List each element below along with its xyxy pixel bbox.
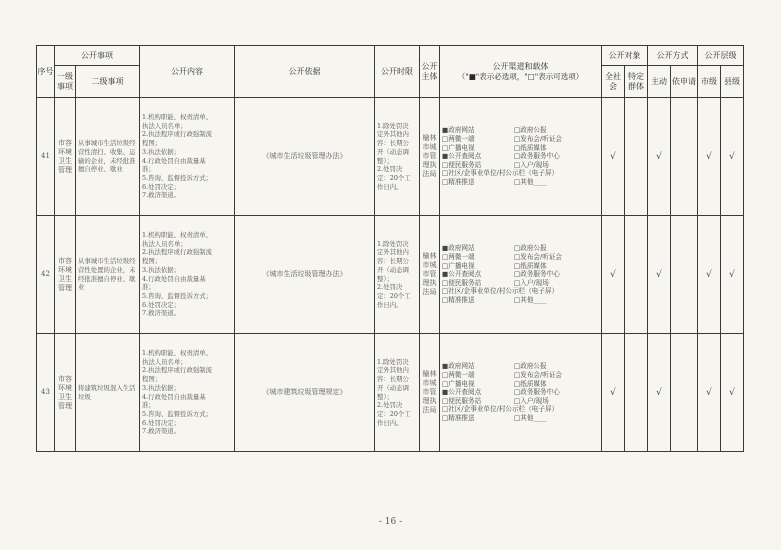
header-target-all: 全社会: [602, 66, 625, 98]
time-line: 整）；: [377, 392, 393, 401]
channel-print-media: □纸质媒体: [514, 261, 547, 270]
row-level1: 市容环境卫生管理: [55, 334, 76, 452]
channel-service-station: □便民服务站: [442, 396, 482, 405]
header-seq: 序号: [37, 46, 55, 98]
header-time: 公开时限: [375, 46, 420, 98]
channel-broadcast: □广播电视: [442, 143, 475, 152]
channel-other: □其他____: [514, 177, 547, 186]
channel-precise-push: □精准推送: [442, 413, 475, 422]
time-line: 定外其他内: [377, 248, 409, 257]
content-line: 执法人员名单；: [142, 239, 187, 248]
time-line: 定：20个工: [377, 173, 411, 182]
content-line: 6.处罚决定；: [142, 182, 181, 191]
content-line: 3.执法依据；: [142, 383, 181, 392]
time-line: 定：20个工: [377, 409, 411, 418]
header-method: 公开方式: [648, 46, 698, 66]
row-level1: 市容环境卫生管理: [55, 216, 76, 334]
check-target-special: [625, 334, 648, 452]
time-line: 作日内。: [377, 300, 403, 309]
row-basis: 《城市生活垃圾管理办法》: [235, 216, 375, 334]
check-target-special: [625, 216, 648, 334]
channel-public-access-point: ■公开查阅点: [442, 270, 482, 279]
content-line: 3.执法依据；: [142, 265, 181, 274]
content-line: 4.行政处罚自由裁量基: [142, 156, 206, 165]
page-number: - 16 -: [378, 517, 403, 527]
header-method-active: 主动: [648, 66, 671, 98]
time-line: 整）；: [377, 156, 393, 165]
header-matter: 公开事项: [55, 46, 140, 66]
channel-two-micro: □两微一端: [442, 135, 475, 144]
content-line: 2.执法程序或行政强制流: [142, 130, 213, 139]
channel-press-conference: □发布会/听证会: [514, 135, 563, 144]
check-level-county: √: [721, 216, 744, 334]
content-line: 6.处罚决定；: [142, 418, 181, 427]
time-line: 作日内。: [377, 418, 403, 427]
check-level-city: √: [698, 334, 721, 452]
row-basis: 《城市建筑垃圾管理规定》: [235, 334, 375, 452]
content-line: 4.行政处罚自由裁量基: [142, 274, 206, 283]
check-target-special: [625, 98, 648, 216]
row-seq: 42: [37, 216, 55, 334]
check-target-all: √: [602, 216, 625, 334]
row-subject: 榆林市城市管理执法局: [420, 216, 440, 334]
row-content: [140, 334, 235, 452]
header-level: 公开层级: [698, 46, 744, 66]
check-method-apply: [671, 98, 698, 216]
header-channel-note: （"■"表示必选项，"□"表示可选项）: [457, 71, 584, 81]
channel-gov-gazette: □政府公报: [514, 244, 547, 253]
channel-gov-gazette: □政府公报: [514, 126, 547, 135]
channel-bulletin-board: □社区/企事业单位/村公示栏（电子屏）: [442, 287, 559, 296]
channel-two-micro: □两微一端: [442, 253, 475, 262]
channel-service-station: □便民服务站: [442, 278, 482, 287]
channel-service-station: □便民服务站: [442, 160, 482, 169]
channel-other: □其他____: [514, 295, 547, 304]
time-line: 定外其他内: [377, 366, 409, 375]
channel-service-center: □政务服务中心: [514, 152, 560, 161]
header-basis: 公开依据: [235, 46, 375, 98]
content-line: 1.机构职能、权责清单、: [142, 348, 213, 357]
time-line: 容：长期公: [377, 139, 409, 148]
time-line: 2.处罚决: [377, 401, 403, 410]
check-method-active: √: [648, 334, 671, 452]
time-line: 1.除处罚决: [377, 357, 409, 366]
channel-on-site: □入户/现场: [514, 160, 549, 169]
header-method-apply: 依申请: [671, 66, 698, 98]
header-content: 公开内容: [140, 46, 235, 98]
header-channel-title: 公开渠道和载体: [492, 61, 549, 71]
table-row: [37, 334, 744, 452]
content-line: 程图；: [142, 375, 162, 384]
disclosure-table: [36, 45, 744, 452]
content-line: 执法人员名单；: [142, 121, 187, 130]
time-line: 开（动态调: [377, 147, 409, 156]
check-method-active: √: [648, 216, 671, 334]
channel-public-access-point: ■公开查阅点: [442, 152, 482, 161]
row-subject: 榆林市城市管理执法局: [420, 98, 440, 216]
row-seq: 43: [37, 334, 55, 452]
channel-service-center: □政务服务中心: [514, 388, 560, 397]
channel-gov-website: ■政府网站: [442, 362, 475, 371]
row-time: [375, 98, 420, 216]
channel-on-site: □入户/现场: [514, 396, 549, 405]
channel-public-access-point: ■公开查阅点: [442, 388, 482, 397]
content-line: 1.机构职能、权责清单、: [142, 112, 213, 121]
check-level-city: √: [698, 98, 721, 216]
check-level-city: √: [698, 216, 721, 334]
channel-precise-push: □精准推送: [442, 177, 475, 186]
table-row: [37, 98, 744, 216]
check-method-active: √: [648, 98, 671, 216]
channel-two-micro: □两微一端: [442, 371, 475, 380]
header-level-county: 县级: [721, 66, 744, 98]
content-line: 7.救济渠道。: [142, 309, 181, 318]
row-level2: 从事城市生活垃圾经营性清扫、收集、运输的企业，未经批准擅自停业、歇业: [76, 98, 140, 216]
row-channels: [440, 216, 602, 334]
check-target-all: √: [602, 334, 625, 452]
content-line: 1.机构职能、权责清单、: [142, 230, 213, 239]
content-line: 7.救济渠道。: [142, 427, 181, 436]
content-line: 7.救济渠道。: [142, 191, 181, 200]
header-channel: [440, 46, 602, 98]
channel-on-site: □入户/现场: [514, 278, 549, 287]
content-line: 程图；: [142, 257, 162, 266]
time-line: 1.除处罚决: [377, 239, 409, 248]
content-line: 2.执法程序或行政强制流: [142, 366, 213, 375]
header-level-city: 市级: [698, 66, 721, 98]
header-subject: 公开主体: [420, 46, 440, 98]
content-line: 程图；: [142, 139, 162, 148]
time-line: 2.处罚决: [377, 283, 403, 292]
time-line: 容：长期公: [377, 257, 409, 266]
channel-precise-push: □精准推送: [442, 295, 475, 304]
check-method-apply: [671, 216, 698, 334]
content-line: 4.行政处罚自由裁量基: [142, 392, 206, 401]
check-level-county: √: [721, 334, 744, 452]
content-line: 5.咨询、监督投诉方式；: [142, 291, 213, 300]
content-line: 准；: [142, 165, 155, 174]
content-line: 2.执法程序或行政强制流: [142, 248, 213, 257]
row-channels: [440, 334, 602, 452]
channel-bulletin-board: □社区/企事业单位/村公示栏（电子屏）: [442, 169, 559, 178]
row-content: [140, 216, 235, 334]
header-target-special: 特定群体: [625, 66, 648, 98]
row-time: [375, 334, 420, 452]
time-line: 整）；: [377, 274, 393, 283]
row-time: [375, 216, 420, 334]
row-content: [140, 98, 235, 216]
channel-broadcast: □广播电视: [442, 379, 475, 388]
time-line: 容：长期公: [377, 375, 409, 384]
content-line: 5.咨询、监督投诉方式；: [142, 173, 213, 182]
channel-broadcast: □广播电视: [442, 261, 475, 270]
time-line: 定外其他内: [377, 130, 409, 139]
content-line: 3.执法依据；: [142, 147, 181, 156]
table-row: [37, 216, 744, 334]
content-line: 6.处罚决定；: [142, 300, 181, 309]
channel-print-media: □纸质媒体: [514, 379, 547, 388]
header-level1: 一级事项: [55, 66, 76, 98]
check-target-all: √: [602, 98, 625, 216]
check-level-county: √: [721, 98, 744, 216]
time-line: 作日内。: [377, 182, 403, 191]
row-subject: 榆林市城市管理执法局: [420, 334, 440, 452]
row-level1: 市容环境卫生管理: [55, 98, 76, 216]
row-seq: 41: [37, 98, 55, 216]
channel-print-media: □纸质媒体: [514, 143, 547, 152]
header-target: 公开对象: [602, 46, 648, 66]
content-line: 5.咨询、监督投诉方式；: [142, 409, 213, 418]
channel-service-center: □政务服务中心: [514, 270, 560, 279]
row-level2: 将建筑垃圾混入生活垃圾: [76, 334, 140, 452]
channel-gov-gazette: □政府公报: [514, 362, 547, 371]
time-line: 2.处罚决: [377, 165, 403, 174]
content-line: 执法人员名单；: [142, 357, 187, 366]
row-level2: 从事城市生活垃圾经营性处置的企业，未经批准擅自停业、歇业: [76, 216, 140, 334]
channel-press-conference: □发布会/听证会: [514, 253, 563, 262]
time-line: 定：20个工: [377, 291, 411, 300]
row-basis: 《城市生活垃圾管理办法》: [235, 98, 375, 216]
channel-other: □其他____: [514, 413, 547, 422]
content-line: 准；: [142, 283, 155, 292]
time-line: 1.除处罚决: [377, 121, 409, 130]
channel-gov-website: ■政府网站: [442, 244, 475, 253]
check-method-apply: [671, 334, 698, 452]
channel-press-conference: □发布会/听证会: [514, 371, 563, 380]
time-line: 开（动态调: [377, 383, 409, 392]
content-line: 准；: [142, 401, 155, 410]
time-line: 开（动态调: [377, 265, 409, 274]
row-channels: [440, 98, 602, 216]
channel-bulletin-board: □社区/企事业单位/村公示栏（电子屏）: [442, 405, 559, 414]
channel-gov-website: ■政府网站: [442, 126, 475, 135]
header-level2: 二级事项: [76, 66, 140, 98]
